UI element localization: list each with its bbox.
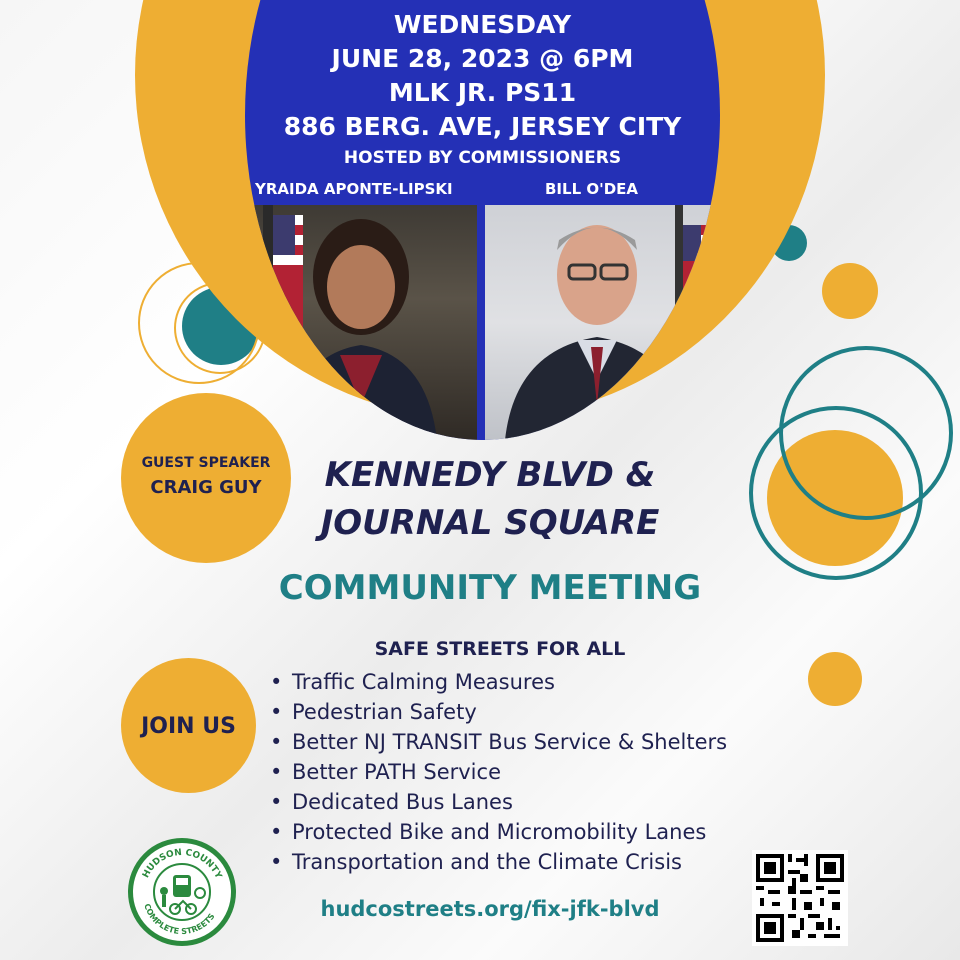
event-address: 886 BERG. AVE, JERSEY CITY — [283, 112, 682, 141]
svg-text:COMPLETE STREETS: COMPLETE STREETS — [142, 902, 217, 937]
event-hosted-by: HOSTED BY COMMISSIONERS — [343, 148, 622, 168]
agenda-item: • Pedestrian Safety — [270, 697, 727, 727]
agenda-item: • Dedicated Bus Lanes — [270, 787, 727, 817]
join-us-badge — [121, 658, 256, 793]
decor-teal-ring-right-lower — [749, 406, 923, 580]
event-date-time: JUNE 28, 2023 @ 6PM — [331, 44, 634, 73]
agenda-list — [270, 667, 727, 877]
host-right-name: BILL O'DEA — [545, 180, 639, 198]
headline-line-1: KENNEDY BLVD & — [324, 455, 656, 495]
agenda-item: • Transportation and the Climate Crisis — [270, 847, 727, 877]
event-venue: MLK JR. PS11 — [388, 78, 577, 107]
join-us-label: JOIN US — [141, 714, 236, 739]
svg-text:HUDSON COUNTY: HUDSON COUNTY — [141, 847, 224, 881]
guest-speaker-name: CRAIG GUY — [150, 477, 262, 498]
decor-orange-dot-right — [822, 263, 878, 319]
decor-orange-dot-lower-right — [808, 652, 862, 706]
photo-divider — [477, 205, 485, 440]
host-left-photo — [245, 205, 477, 440]
agenda-title: SAFE STREETS FOR ALL — [374, 638, 626, 660]
qr-code — [752, 850, 848, 946]
agenda-item: • Traffic Calming Measures — [270, 667, 727, 697]
headline-subtitle: COMMUNITY MEETING — [278, 568, 702, 608]
hudson-county-complete-streets-logo — [128, 838, 236, 946]
agenda-item: • Better NJ TRANSIT Bus Service & Shelters — [270, 727, 727, 757]
headline-line-2: JOURNAL SQUARE — [320, 503, 660, 543]
event-day: WEDNESDAY — [393, 10, 572, 39]
guest-speaker-label: GUEST SPEAKER — [141, 455, 271, 471]
agenda-item: • Protected Bike and Micromobility Lanes — [270, 817, 727, 847]
event-url-link[interactable]: hudcostreets.org/fix-jfk-blvd — [320, 897, 660, 921]
host-right-photo — [485, 205, 720, 440]
event-info-panel — [245, 0, 720, 440]
agenda-item: • Better PATH Service — [270, 757, 727, 787]
host-left-name: YRAIDA APONTE-LIPSKI — [255, 180, 453, 198]
